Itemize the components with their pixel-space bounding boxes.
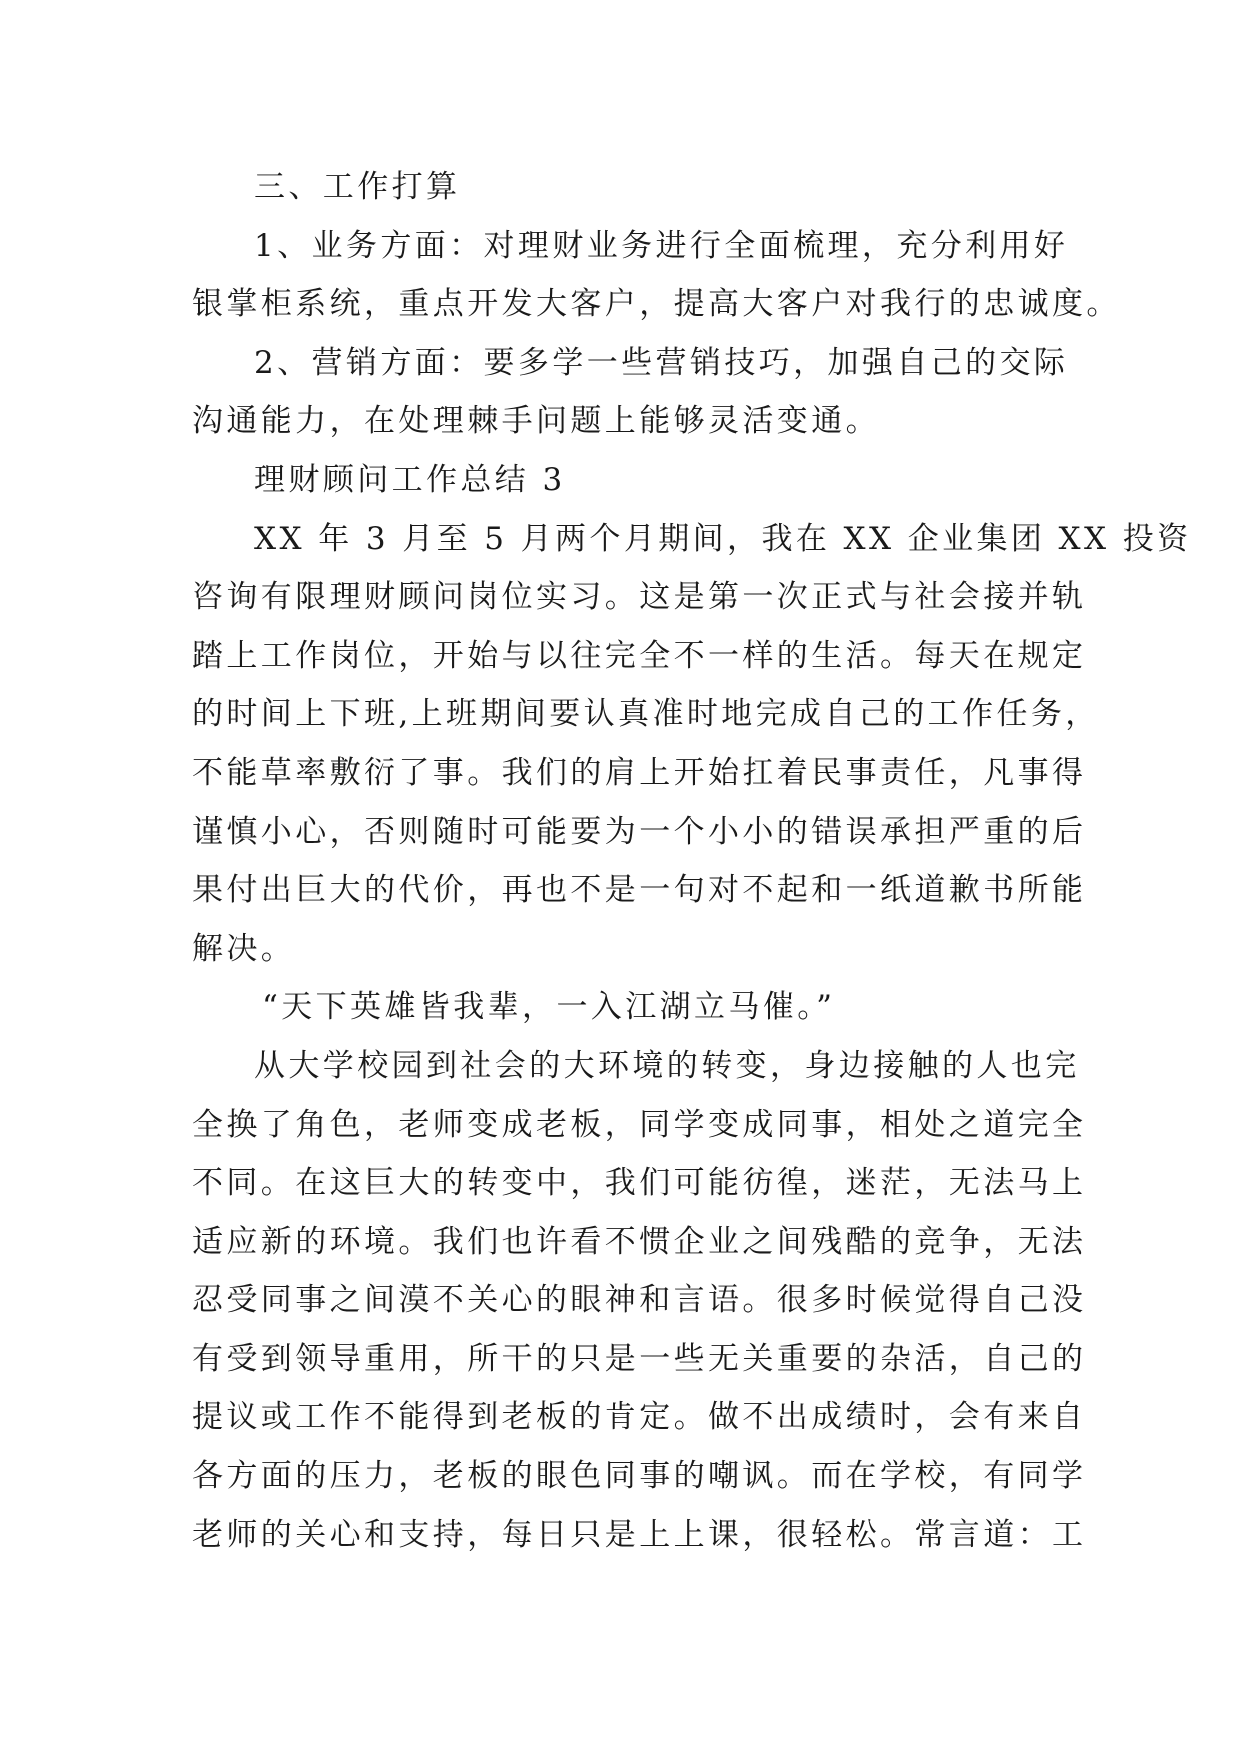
quote-line: “天下英雄皆我辈，一入江湖立马催。” (262, 989, 836, 1026)
paragraph-line: 解决。 (192, 930, 296, 967)
paragraph-line: 果付出巨大的代价，再也不是一句对不起和一纸道歉书所能 (192, 872, 1087, 909)
paragraph-line: 谨慎小心，否则随时可能要为一个小小的错误承担严重的后 (192, 813, 1087, 850)
paragraph-line: 咨询有限理财顾问岗位实习。这是第一次正式与社会接并轨 (192, 579, 1087, 616)
paragraph-line: 银掌柜系统，重点开发大客户，提高大客户对我行的忠诚度。 (192, 286, 1121, 323)
section-heading: 三、工作打算 (254, 169, 461, 205)
paragraph-line: 老师的关心和支持，每日只是上上课，很轻松。常言道：工 (192, 1516, 1087, 1553)
paragraph-line: 有受到领导重用，所干的只是一些无关重要的杂活，自己的 (192, 1340, 1087, 1377)
paragraph-line: 适应新的环境。我们也许看不惯企业之间残酷的竞争，无法 (192, 1223, 1087, 1260)
paragraph-line: 不能草率敷衍了事。我们的肩上开始扛着民事责任，凡事得 (192, 754, 1087, 791)
paragraph-line: 沟通能力，在处理棘手问题上能够灵活变通。 (192, 403, 880, 440)
paragraph-line: 提议或工作不能得到老板的肯定。做不出成绩时，会有来自 (192, 1399, 1087, 1436)
document-body (192, 158, 1192, 1564)
paragraph-line: 从大学校园到社会的大环境的转变，身边接触的人也完 (254, 1047, 1080, 1084)
paragraph-line: 不同。在这巨大的转变中，我们可能彷徨，迷茫，无法马上 (192, 1165, 1087, 1202)
paragraph-line: 忍受同事之间漠不关心的眼神和言语。很多时候觉得自己没 (192, 1282, 1087, 1319)
paragraph-line: 2、营销方面：要多学一些营销技巧，加强自己的交际 (254, 344, 1069, 381)
paragraph-line: XX 年 3 月至 5 月两个月期间，我在 XX 企业集团 XX 投资 (254, 520, 1192, 557)
paragraph-line: 踏上工作岗位，开始与以往完全不一样的生活。每天在规定 (192, 637, 1087, 674)
paragraph-line: 各方面的压力，老板的眼色同事的嘲讽。而在学校，有同学 (192, 1458, 1087, 1495)
paragraph-line: 1、业务方面：对理财业务进行全面梳理，充分利用好 (254, 227, 1069, 264)
paragraph-line: 的时间上下班,上班期间要认真准时地完成自己的工作任务， (192, 696, 1100, 733)
article-title: 理财顾问工作总结 3 (254, 461, 566, 498)
paragraph-line: 全换了角色，老师变成老板，同学变成同事，相处之道完全 (192, 1106, 1087, 1143)
